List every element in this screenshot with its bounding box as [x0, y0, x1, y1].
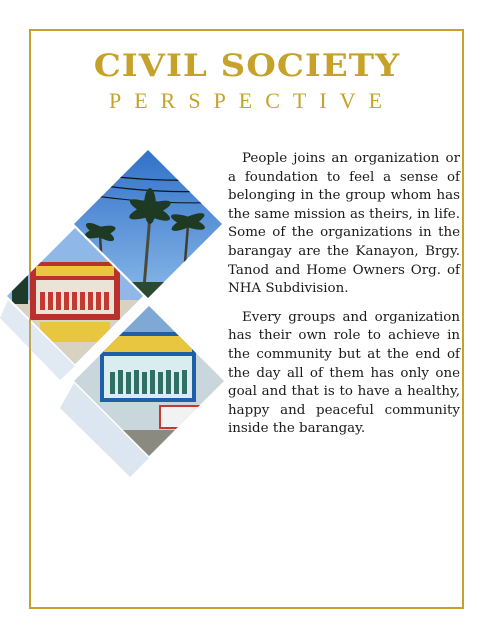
article-paragraph: Every groups and organization has their own role to achieve in the community but at the end of the day all of them has only one goal and that is to have a healthy, happy and peaceful community inside the barangay.: [228, 309, 460, 437]
article-paragraph: People joins an organization or a foundation to feel a sense of belonging in the group whom has the same mission as theirs, in life. Some of the organizations in the barangay are the Kanayon, Brgy. Tanod and Home Owners Org. of NHA Subdivision.: [228, 151, 460, 297]
page-subtitle: PERSPECTIVE: [108, 88, 396, 113]
page-title: CIVIL SOCIETY: [93, 47, 401, 85]
article-body: [228, 150, 460, 449]
